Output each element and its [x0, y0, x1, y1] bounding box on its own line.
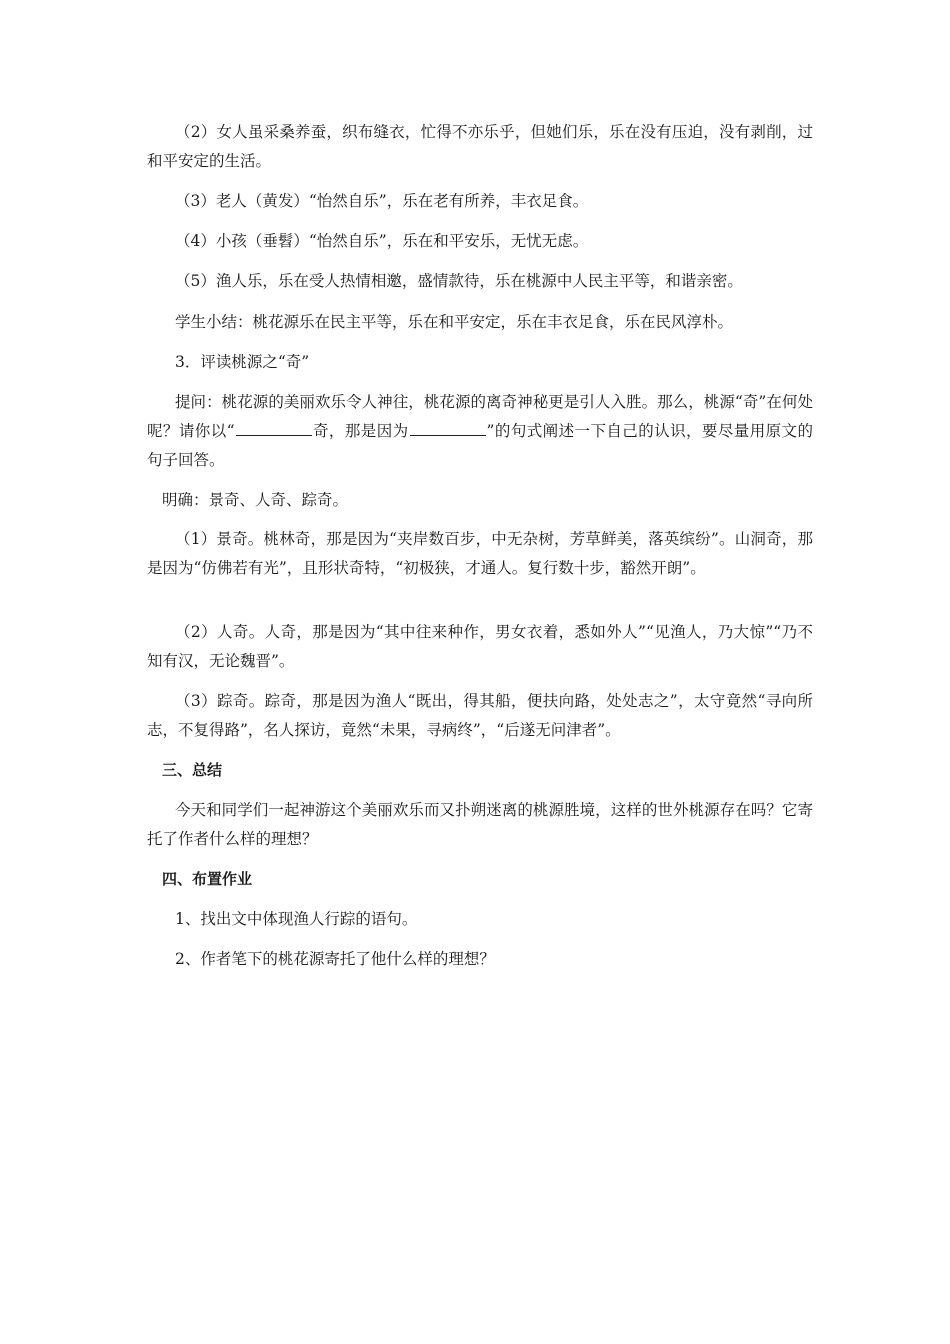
question-text-c: ”的句式阐述一下自己的认识，要尽量用原文的句子回答。 — [147, 422, 813, 469]
fill-blank-1 — [236, 419, 312, 436]
heading-homework: 四、布置作业 — [162, 870, 253, 888]
paragraph-question — [147, 388, 813, 475]
paragraph-student-summary: 学生小结：桃花源乐在民主平等，乐在和平安定，乐在丰衣足食，乐在民风淳朴。 — [175, 313, 734, 331]
paragraph-women: （2）女人虽采桑养蚕，织布缝衣，忙得不亦乐乎，但她们乐，乐在没有压迫，没有剥削，过和平安定的生活。 — [147, 123, 813, 170]
homework-item-2: 2、作者笔下的桃花源寄托了他什么样的理想？ — [175, 950, 495, 968]
paragraph-scenery: （1）景奇。桃林奇，那是因为“夹岸数百步，中无杂树，芳草鲜美，落英缤纷”。山洞奇，那是因为“仿佛若有光”，且形状奇特，“初极狭，才通人。复行数十步，豁然开朗”。 — [147, 530, 813, 577]
paragraph-people: （2）人奇。人奇，那是因为“其中往来种作，男女衣着，悉如外人”“见渔人，乃大惊”“乃不知有汉，无论魏晋”。 — [147, 623, 813, 670]
paragraph-elders: （3）老人（黄发）“怡然自乐”，乐在老有所养，丰衣足食。 — [175, 192, 589, 210]
fill-blank-2 — [410, 419, 486, 436]
paragraph-traces: （3）踪奇。踪奇，那是因为渔人“既出，得其船，便扶向路，处处志之”，太守竟然“寻向所志，不复得路”，名人探访，竟然“未果，寻病终”，“后遂无问津者”。 — [147, 692, 813, 739]
question-text-a: 提问：桃花源的美丽欢乐令人神往，桃花源的离奇神秘更是引人入胜。那么，桃源“奇”在何处呢？请你以“ — [147, 393, 813, 440]
section-heading-3: 3．评读桃源之“奇” — [175, 353, 310, 371]
homework-item-1: 1、找出文中体现渔人行踪的语句。 — [175, 910, 418, 928]
paragraph-summary: 今天和同学们一起神游这个美丽欢乐而又扑朔迷离的桃源胜境，这样的世外桃源存在吗？它寄托了作者什么样的理想？ — [147, 801, 813, 848]
paragraph-clarify: 明确：景奇、人奇、踪奇。 — [162, 491, 349, 509]
heading-summary: 三、总结 — [162, 761, 223, 779]
paragraph-children: （4）小孩（垂髫）“怡然自乐”，乐在和平安乐，无忧无虑。 — [175, 232, 589, 250]
question-text-b: 奇，那是因为 — [312, 422, 409, 440]
paragraph-fisherman: （5）渔人乐，乐在受人热情相邀，盛情款待，乐在桃源中人民主平等，和谐亲密。 — [175, 272, 743, 290]
